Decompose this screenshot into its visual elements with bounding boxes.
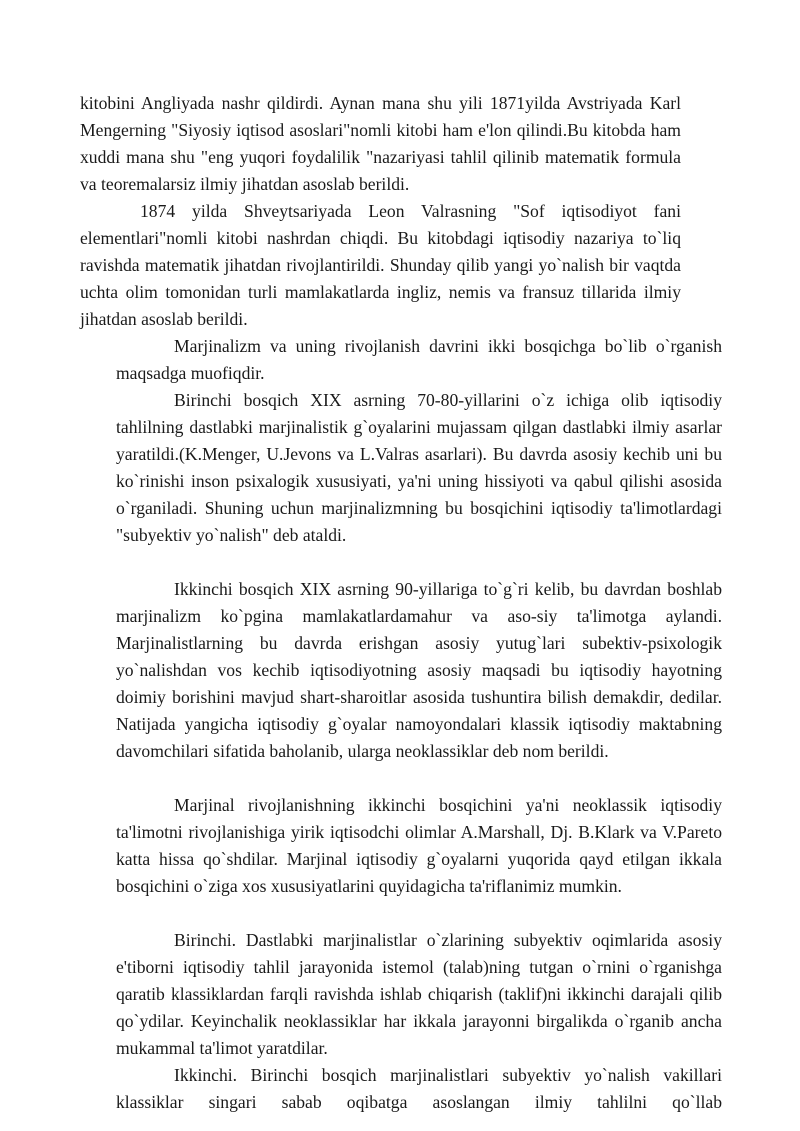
paragraph-marginalism-stages: Marjinalizm va uning rivojlanish davrini ikki bosqichga bo`lib o`rganish maqsadga muofiqdir. — [116, 336, 722, 383]
paragraph-first-feature: Birinchi. Dastlabki marjinalistlar o`zlarining subyektiv oqimlarida asosiy e'tiborni iqtisodiy tahlil jarayonida istemol (talab)ning tutgan o`rnini o`rganishga qaratib klassiklardan farqli ravishda ishlab chiqarish (taklif)ni ikkinchi darajali qilib qo`ydilar. Keyinchalik neoklassiklar har ikkala jarayonni birgalikda o`rganib ancha mukammal ta'limot yaratdilar. — [116, 930, 722, 1058]
paragraph-walras: 1874 yilda Shveytsariyada Leon Valrasning "Sof iqtisodiyot fani elementlari"nomli kitobi nashrdan chiqdi. Bu kitobdagi iqtisodiy nazariya to`liq ravishda matematik jihatdan rivojlantirildi. Shunday qilib yangi yo`nalish bir vaqtda uchta olim tomonidan turli mamlakatlarda ingliz, nemis va fransuz tillarida ilmiy jihatdan asoslab berildi. — [80, 201, 681, 329]
paragraph-first-stage: Birinchi bosqich XIX asrning 70-80-yillarini o`z ichiga olib iqtisodiy tahlilning dastlabki marjinalistik g`oyalarini mujassam qilgan dastlabki ilmiy asarlar yaratildi.(K.Menger, U.Jevons va L.Valras asarlari). Bu davrda asosiy kechib uni bu ko`rinishi inson psixalogik xususiyati, ya'ni uning hissiyoti va qabul qilishi asosida o`rganiladi. Shuning uchun marjinalizmning bu bosqichini iqtisodiy ta'limotlardagi "subyektiv yo`nalish" deb ataldi. — [116, 390, 722, 545]
paragraph-neoclassical: Marjinal rivojlanishning ikkinchi bosqichini ya'ni neoklassik iqtisodiy ta'limotni rivojlanishiga yirik iqtisodchi olimlar A.Marshall, Dj. B.Klark va V.Pareto katta hissa qo`shdilar. Marjinal iqtisodiy g`oyalarni yuqorida qayd etilgan ikkala bosqichini o`ziga xos xususiyatlarini quyidagicha ta'riflanimiz mumkin. — [116, 795, 722, 896]
paragraph-continuation: kitobini Angliyada nashr qildirdi. Aynan mana shu yili 1871yilda Avstriyada Karl Mengerning "Siyosiy iqtisod asoslari"nomli kitobi ham e'lon qilindi.Bu kitobda ham xuddi mana shu "eng yuqori foydalilik "nazariyasi tahlil qilinib matematik formula va teoremalarsiz ilmiy jihatdan asoslab berildi. — [80, 93, 681, 194]
paragraph-second-feature: Ikkinchi. Birinchi bosqich marjinalistlari subyektiv yo`nalish vakillari klassiklar singari sabab oqibatga asoslangan ilmiy tahlilni qo`llab — [116, 1065, 722, 1112]
paragraph-second-stage: Ikkinchi bosqich XIX asrning 90-yillariga to`g`ri kelib, bu davrdan boshlab marjinalizm ko`pgina mamlakatlardamahur va aso-siy ta'limotga aylandi. Marjinalistlarning bu davrda erishgan asosiy yutug`lari subektiv-psixologik yo`nalishdan vos kechib iqtisodiyotning asosiy maqsadi bu iqtisodiy hayotning doimiy borishini mavjud shart-sharoitlar asosida tushuntira bilish demakdir, dedilar. Natijada yangicha iqtisodiy g`oyalar namoyondalari klassik iqtisodiy maktabning davomchilari sifatida baholanib, ularga neoklassiklar deb nom berildi. — [116, 579, 722, 761]
